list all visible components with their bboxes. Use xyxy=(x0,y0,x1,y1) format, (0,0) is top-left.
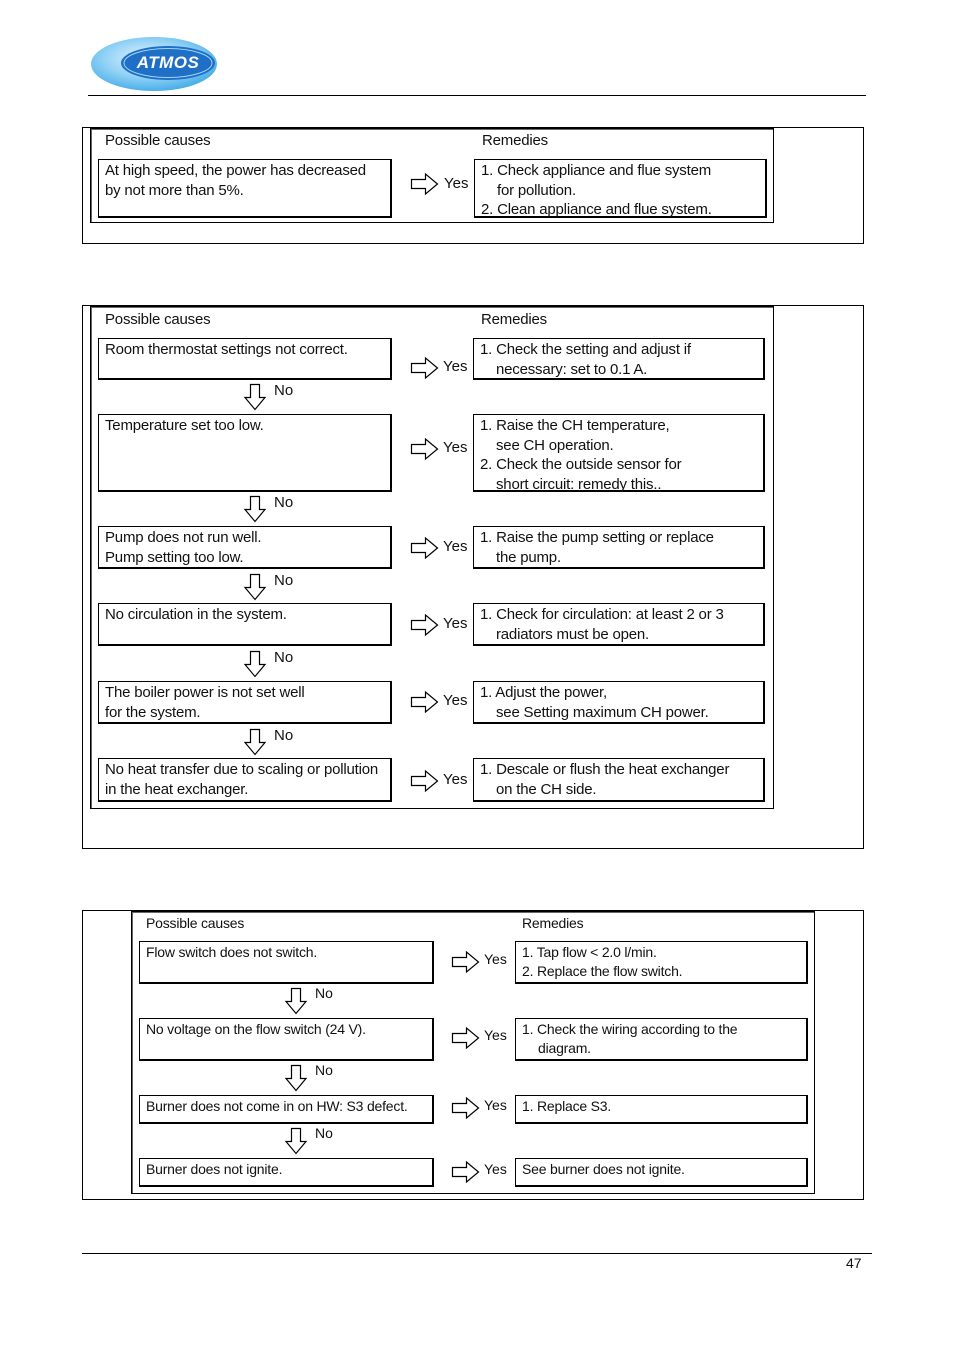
down-arrow-icon xyxy=(243,728,267,761)
remedy-text: Raise the pump setting or replace xyxy=(496,529,714,546)
remedy-number: 1. xyxy=(481,162,494,179)
causes-header: Possible causes xyxy=(146,915,245,931)
down-arrow-icon xyxy=(284,1127,308,1160)
cause-text: in the heat exchanger. xyxy=(105,780,249,798)
cause-box xyxy=(139,941,434,984)
remedy-line xyxy=(522,943,806,962)
remedy-line xyxy=(480,455,763,475)
no-label: No xyxy=(274,727,294,744)
remedy-line xyxy=(480,340,763,360)
cause-text: The boiler power is not set well xyxy=(105,684,305,701)
remedy-number: 1. xyxy=(480,606,493,623)
remedy-number: 2. xyxy=(522,963,534,979)
down-arrow-icon xyxy=(284,1064,308,1097)
remedy-text: see CH operation. xyxy=(496,436,614,454)
remedy-box xyxy=(515,1095,808,1124)
cause-box xyxy=(98,338,392,380)
no-label: No xyxy=(274,572,294,589)
remedy-line xyxy=(522,962,806,981)
remedy-number: 2. xyxy=(481,201,494,218)
cause-box xyxy=(139,1095,434,1124)
remedy-number: 1. xyxy=(522,1021,534,1037)
cause-text: Pump setting too low. xyxy=(105,548,244,566)
remedy-text: Descale or flush the heat exchanger xyxy=(496,761,730,778)
cause-text: Flow switch does not switch. xyxy=(146,944,318,960)
remedy-text: the pump. xyxy=(496,548,561,566)
remedy-text: Replace S3. xyxy=(536,1098,612,1114)
remedy-line xyxy=(480,416,763,436)
yes-label: Yes xyxy=(484,951,507,967)
cause-box xyxy=(98,414,392,492)
cause-text: Temperature set too low. xyxy=(105,417,264,434)
remedy-box xyxy=(473,338,765,380)
down-arrow-icon xyxy=(243,650,267,683)
remedy-text: Check for circulation: at least 2 or 3 xyxy=(496,606,724,623)
yes-label: Yes xyxy=(443,692,468,709)
remedies-header: Remedies xyxy=(482,132,548,149)
right-arrow-icon xyxy=(410,437,440,466)
remedy-text: See burner does not ignite. xyxy=(522,1161,685,1177)
cause-text: Room thermostat settings not correct. xyxy=(105,341,348,358)
remedy-text: Adjust the power, xyxy=(495,684,607,701)
cause-box xyxy=(98,526,392,569)
down-arrow-icon xyxy=(284,987,308,1020)
remedy-box xyxy=(473,681,765,724)
remedy-number: 1. xyxy=(480,684,493,701)
no-label: No xyxy=(315,1125,333,1141)
down-arrow-icon xyxy=(243,573,267,606)
yes-label: Yes xyxy=(443,615,468,632)
cause-box xyxy=(98,603,392,646)
remedy-text: for pollution. xyxy=(497,181,576,199)
footer-rule xyxy=(82,1253,872,1254)
remedies-header: Remedies xyxy=(522,915,584,931)
remedy-text: radiators must be open. xyxy=(496,625,649,643)
remedy-number: 1. xyxy=(522,944,534,960)
cause-box xyxy=(98,758,392,802)
atmos-logo xyxy=(88,34,220,94)
remedy-box xyxy=(515,1018,808,1061)
yes-label: Yes xyxy=(484,1161,507,1177)
no-label: No xyxy=(274,494,294,511)
cause-text: Pump does not run well. xyxy=(105,529,262,546)
right-arrow-icon xyxy=(451,1160,481,1189)
remedy-line xyxy=(522,1097,806,1116)
right-arrow-icon xyxy=(410,769,440,798)
cause-text: No voltage on the flow switch (24 V). xyxy=(146,1021,366,1037)
cause-text: for the system. xyxy=(105,703,201,721)
remedy-text: necessary: set to 0.1 A. xyxy=(496,360,648,378)
yes-label: Yes xyxy=(443,358,468,375)
yes-label: Yes xyxy=(443,538,468,555)
cause-text: Burner does not ignite. xyxy=(146,1161,283,1177)
remedy-text: Check the setting and adjust if xyxy=(496,341,691,358)
yes-label: Yes xyxy=(444,175,469,192)
no-label: No xyxy=(315,1062,333,1078)
remedy-text: Check the outside sensor for xyxy=(496,456,682,473)
remedy-line xyxy=(480,605,763,625)
cause-box xyxy=(139,1158,434,1187)
right-arrow-icon xyxy=(451,1096,481,1125)
right-arrow-icon xyxy=(410,356,440,385)
right-arrow-icon xyxy=(410,690,440,719)
yes-label: Yes xyxy=(443,439,468,456)
remedy-number: 1. xyxy=(480,761,493,778)
cause-box xyxy=(98,159,392,218)
remedy-box xyxy=(515,1158,808,1187)
no-label: No xyxy=(274,649,294,666)
remedy-number: 1. xyxy=(480,341,493,358)
causes-header: Possible causes xyxy=(105,311,211,328)
remedy-box xyxy=(473,758,765,802)
remedy-box xyxy=(473,526,765,569)
remedy-number: 1. xyxy=(480,529,493,546)
cause-box xyxy=(98,681,392,724)
cause-box xyxy=(139,1018,434,1061)
remedy-text: Tap flow < 2.0 l/min. xyxy=(536,944,657,960)
remedy-number: 1. xyxy=(522,1098,534,1114)
remedy-line xyxy=(481,161,765,181)
cause-text: No heat transfer due to scaling or pollution xyxy=(105,761,379,778)
yes-label: Yes xyxy=(443,771,468,788)
down-arrow-icon xyxy=(243,383,267,416)
page-number: 47 xyxy=(846,1255,862,1271)
remedy-text: see Setting maximum CH power. xyxy=(496,703,709,721)
remedy-text: Raise the CH temperature, xyxy=(496,417,670,434)
remedy-number: 1. xyxy=(480,417,493,434)
remedy-text: Clean appliance and flue system. xyxy=(497,201,712,218)
causes-header: Possible causes xyxy=(105,132,211,149)
yes-label: Yes xyxy=(484,1097,507,1113)
remedy-line xyxy=(481,200,765,220)
yes-label: Yes xyxy=(484,1027,507,1043)
remedies-header: Remedies xyxy=(481,311,547,328)
remedy-text: diagram. xyxy=(538,1040,591,1056)
no-label: No xyxy=(274,382,294,399)
right-arrow-icon xyxy=(410,172,440,201)
remedy-text: short circuit: remedy this.. xyxy=(496,475,662,493)
no-label: No xyxy=(315,985,333,1001)
remedy-text: Check appliance and flue system xyxy=(497,162,712,179)
remedy-box xyxy=(473,603,765,646)
right-arrow-icon xyxy=(451,950,481,979)
remedy-box xyxy=(474,159,767,218)
remedy-box xyxy=(473,414,765,492)
cause-text: by not more than 5%. xyxy=(105,181,244,199)
remedy-number: 2. xyxy=(480,456,493,473)
right-arrow-icon xyxy=(410,536,440,565)
remedy-text: Replace the flow switch. xyxy=(536,963,683,979)
logo-text: ATMOS xyxy=(136,53,200,72)
right-arrow-icon xyxy=(451,1026,481,1055)
remedy-text: on the CH side. xyxy=(496,780,597,798)
remedy-box xyxy=(515,941,808,984)
remedy-line xyxy=(480,760,763,780)
remedy-text: Check the wiring according to the xyxy=(536,1021,738,1037)
right-arrow-icon xyxy=(410,613,440,642)
remedy-line xyxy=(480,683,763,703)
remedy-line xyxy=(522,1020,806,1039)
down-arrow-icon xyxy=(243,495,267,528)
cause-text: Burner does not come in on HW: S3 defect. xyxy=(146,1098,408,1114)
cause-text: No circulation in the system. xyxy=(105,606,287,623)
header-rule xyxy=(88,95,866,96)
remedy-line xyxy=(480,528,763,548)
cause-text: At high speed, the power has decreased xyxy=(105,162,366,179)
